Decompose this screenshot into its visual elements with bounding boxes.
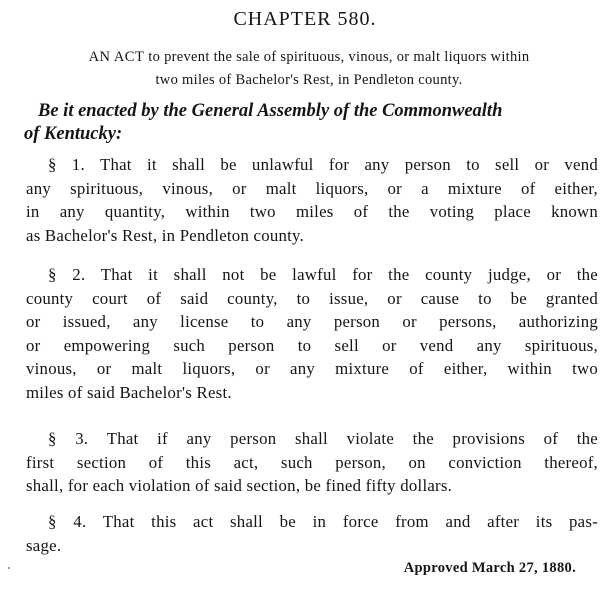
act-title-line-1-rest: to prevent the sale of spirituous, vinous, or malt liquors within <box>144 49 530 65</box>
section-1-line: as Bachelor's Rest, in Pendleton county. <box>26 225 305 245</box>
section-1-line: in any quantity, within two miles of the voting place known <box>26 202 598 222</box>
section-2 <box>26 263 598 405</box>
section-4 <box>26 510 598 557</box>
section-2-line: vinous, or malt liquors, or any mixture of either, within two <box>26 359 598 379</box>
section-2-line: § 2. That it shall not be lawful for the county judge, or the <box>48 265 598 284</box>
section-4-line: § 4. That this act shall be in force from and after its pas- <box>48 512 598 531</box>
section-3-line: § 3. That if any person shall violate the provisions of the <box>48 429 598 448</box>
act-title-lead: AN ACT <box>88 49 145 65</box>
enacting-clause-line-2: of Kentucky: <box>24 124 123 144</box>
scan-speck <box>8 567 10 569</box>
section-2-line: county court of said county, to issue, or cause to be granted <box>26 288 598 308</box>
section-2-line: or empowering such person to sell or vend any spirituous, <box>26 335 598 355</box>
section-3-line: first section of this act, such person, on conviction thereof, <box>26 452 598 472</box>
section-1-line: § 1. That it shall be unlawful for any person to sell or vend <box>48 155 598 174</box>
section-4-line: sage. <box>26 535 62 555</box>
act-title-line-2: two miles of Bachelor's Rest, in Pendleton county. <box>155 72 463 88</box>
enacting-clause <box>24 100 600 146</box>
section-2-line: miles of said Bachelor's Rest. <box>26 382 232 402</box>
enacting-clause-line-1: Be it enacted by the General Assembly of the Commonwealth <box>38 101 503 121</box>
section-3 <box>26 427 598 498</box>
section-1 <box>26 153 598 247</box>
act-title-line-1 <box>22 46 596 69</box>
act-title <box>22 46 596 92</box>
approval-date: Approved March 27, 1880. <box>403 560 576 576</box>
chapter-heading: CHAPTER 580. <box>233 8 377 30</box>
section-1-line: any spirituous, vinous, or malt liquors, or a mixture of either, <box>26 178 598 198</box>
section-3-line: shall, for each violation of said section, be fined fifty dollars. <box>26 476 453 496</box>
section-2-line: or issued, any license to any person or persons, authorizing <box>26 312 598 332</box>
